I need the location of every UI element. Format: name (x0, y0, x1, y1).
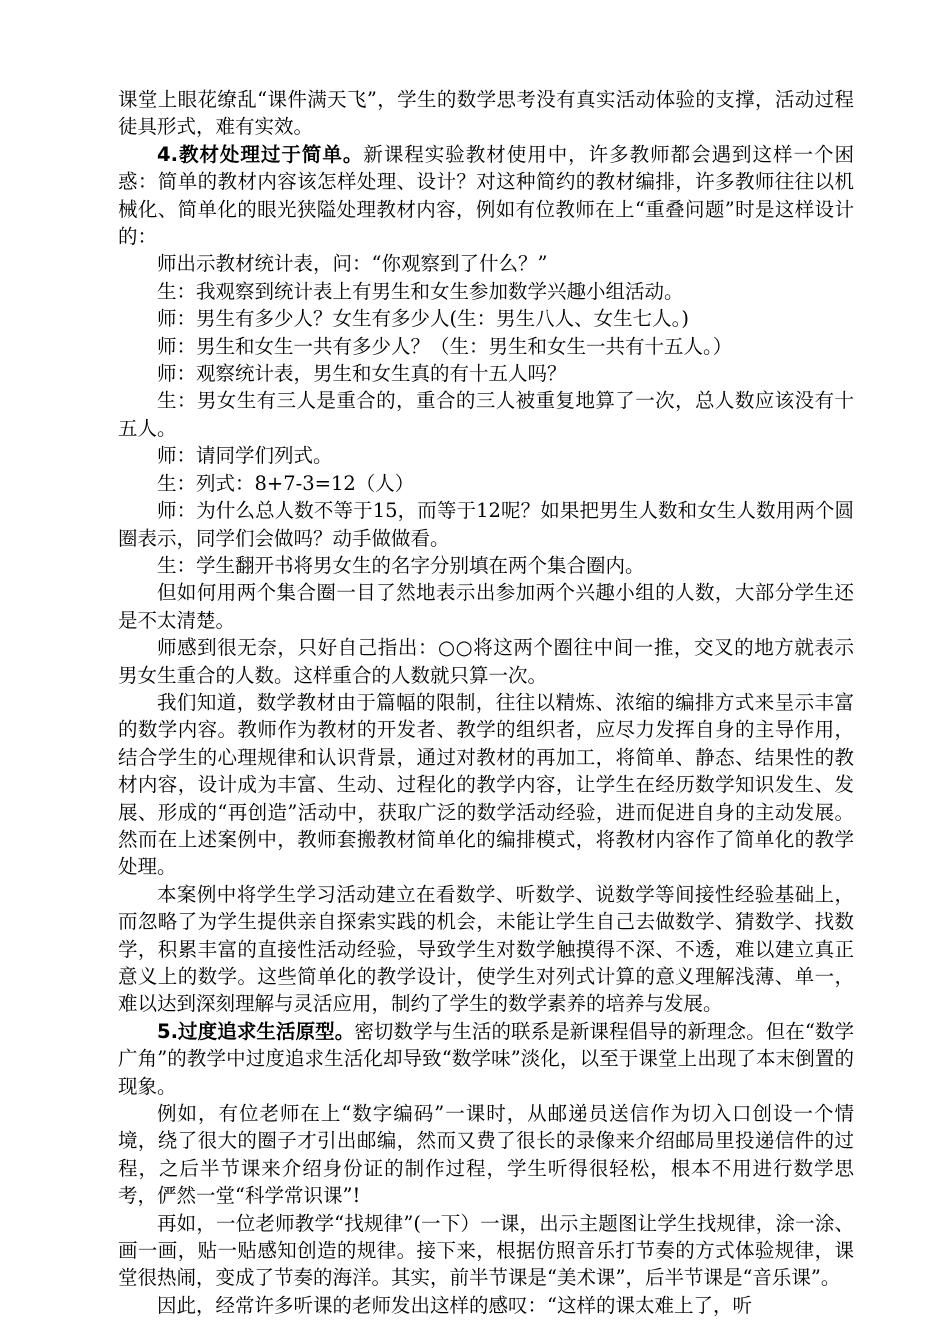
paragraph-1 (118, 86, 854, 141)
paragraph-11 (118, 497, 854, 552)
paragraph-text: 师感到很无奈，只好自己指出：○○将这两个圈往中间一推，交叉的地方就表示男女生重合的人数。这样重合的人数就只算一次。 (118, 636, 854, 687)
paragraph-text: 师：为什么总人数不等于15，而等于12呢？如果把男生人数和女生人数用两个圆圈表示，同学们会做吗？动手做做看。 (118, 499, 854, 550)
paragraph-10 (118, 470, 854, 497)
paragraph-text: 生：男女生有三人是重合的，重合的三人被重复地算了一次，总人数应该没有十五人。 (118, 389, 854, 440)
paragraph-16 (118, 881, 854, 1018)
section-heading-4: 4.教材处理过于简单。 (157, 142, 364, 166)
paragraph-text: 师：观察统计表，男生和女生真的有十五人吗？ (157, 362, 567, 386)
paragraph-14 (118, 634, 854, 689)
paragraph-13 (118, 579, 854, 634)
paragraph-3 (118, 250, 854, 277)
paragraph-text: 新课程实验教材使用中，许多教师都会遇到这样一个困惑：简单的教材内容该怎样处理、设计？对这种简约的教材编排，许多教师往往以机械化、简单化的眼光狭隘处理教材内容，例如有位教师在上“重叠问题”时是这样设计的： (118, 142, 854, 249)
paragraph-6 (118, 333, 854, 360)
paragraph-4 (118, 278, 854, 305)
paragraph-text: 本案例中将学生学习活动建立在看数学、听数学、说数学等间接性经验基础上，而忽略了为学生提供亲自探索实践的机会，未能让学生自己去做数学、猜数学、找数学，积累丰富的直接性活动经验，导致学生对数学触摸得不深、不透，难以建立真正意义上的数学。这些简单化的教学设计，使学生对列式计算的意义理解浅薄、单一，难以达到深刻理解与灵活应用，制约了学生的数学素养的培养与发展。 (118, 882, 854, 1016)
paragraph-8 (118, 387, 854, 442)
section-heading-5: 5.过度追求生活原型。 (157, 1019, 355, 1043)
paragraph-15 (118, 689, 854, 881)
paragraph-17 (118, 1018, 854, 1100)
paragraph-18 (118, 1100, 854, 1210)
paragraph-text: 再如，一位老师教学“找规律”(一下）一课，出示主题图让学生找规律，涂一涂、画一画，贴一贴感知创造的规律。接下来，根据仿照音乐打节奏的方式体验规律，课堂很热闹，变成了节奏的海洋。其实，前半节课是“美术课”，后半节课是“音乐课”。 (118, 1211, 854, 1290)
document-body (118, 86, 854, 1319)
paragraph-text: 师出示教材统计表，问：“你观察到了什么？” (157, 252, 548, 276)
paragraph-text: 师：男生有多少人？女生有多少人(生：男生八人、女生七人。) (157, 307, 689, 331)
paragraph-2 (118, 141, 854, 251)
paragraph-text: 例如，有位老师在上“数字编码”一课时，从邮递员送信作为切入口创设一个情境，绕了很大的圈子才引出邮编，然而又费了很长的录像来介绍邮局里投递信件的过程，之后半节课来介绍身份证的制作过程，学生听得很轻松，根本不用进行数学思考，俨然一堂“科学常识课”! (118, 1102, 854, 1208)
paragraph-9 (118, 442, 854, 469)
paragraph-text: 生：学生翻开书将男女生的名字分别填在两个集合圈内。 (157, 553, 645, 577)
paragraph-20 (118, 1292, 854, 1319)
paragraph-text: 但如何用两个集合圈一目了然地表示出参加两个兴趣小组的人数，大部分学生还是不太清楚。 (118, 581, 854, 632)
paragraph-text: 我们知道，数学教材由于篇幅的限制，往往以精炼、浓缩的编排方式来呈示丰富的数学内容。教师作为教材的开发者、教学的组织者，应尽力发挥自身的主导作用，结合学生的心理规律和认识背景，通过对教材的再加工，将简单、静态、结果性的教材内容，设计成为丰富、生动、过程化的教学内容，让学生在经历数学知识发生、发展、形成的“再创造”活动中，获取广泛的数学活动经验，进而促进自身的主动发展。然而在上述案例中，教师套搬教材简单化的编排模式，将教材内容作了简单化的教学处理。 (118, 690, 854, 879)
paragraph-text: 生：列式：8+7-3=12（人） (157, 471, 415, 495)
paragraph-12 (118, 552, 854, 579)
paragraph-19 (118, 1210, 854, 1292)
paragraph-text: 课堂上眼花缭乱“课件满天飞”，学生的数学思考没有真实活动体验的支撑，活动过程徒具形式，难有实效。 (118, 88, 854, 139)
paragraph-text: 密切数学与生活的联系是新课程倡导的新理念。但在“数学广角”的教学中过度追求生活化却导致“数学味”淡化，以至于课堂上出现了本末倒置的现象。 (118, 1019, 854, 1098)
paragraph-text: 师：男生和女生一共有多少人？（生：男生和女生一共有十五人。） (157, 334, 733, 358)
paragraph-text: 师：请同学们列式。 (157, 444, 333, 468)
paragraph-text: 生：我观察到统计表上有男生和女生参加数学兴趣小组活动。 (157, 279, 684, 303)
paragraph-7 (118, 360, 854, 387)
paragraph-5 (118, 305, 854, 332)
paragraph-text: 因此，经常许多听课的老师发出这样的感叹：“这样的课太难上了，听 (157, 1293, 752, 1317)
